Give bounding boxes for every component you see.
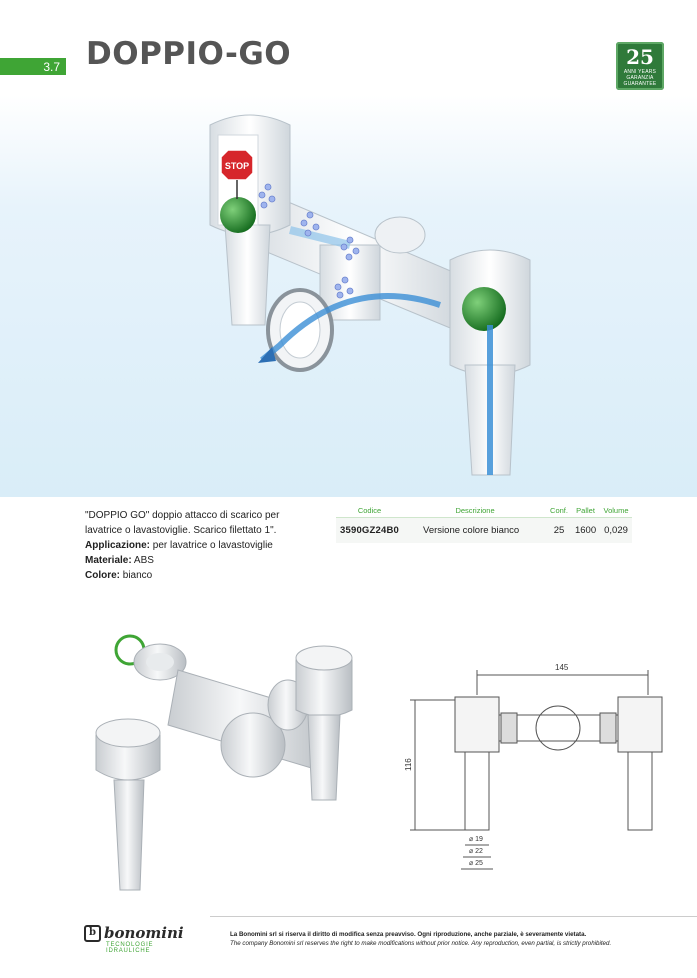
- cell-codice: 3590GZ24B0: [336, 518, 403, 544]
- brand-name: bonomini: [104, 924, 184, 942]
- badge-line-1: ANNI YEARS: [623, 69, 657, 75]
- materiale-value: ABS: [131, 555, 154, 566]
- stop-sign-label: STOP: [224, 161, 250, 171]
- product-table: [336, 504, 632, 543]
- page-title: DOPPIO-GO: [86, 36, 292, 72]
- legal-english: The company Bonomini srl reserves the right to make modifications without prior notice. Any reproduction, even partial, is strictly prohibited.: [230, 940, 612, 947]
- footer-divider: [210, 916, 697, 917]
- cell-conf: 25: [547, 518, 571, 544]
- product-description: [85, 508, 285, 583]
- bonomini-logo: [84, 924, 200, 954]
- table-header-row: [336, 504, 632, 518]
- header-pallet: Pallet: [571, 504, 600, 518]
- table-row: [336, 518, 632, 544]
- cell-pallet: 1600: [571, 518, 600, 544]
- badge-line-2: GARANZIA: [626, 75, 654, 81]
- colore-value: bianco: [120, 570, 153, 581]
- materiale-label: Materiale:: [85, 555, 132, 566]
- badge-line-3: GUARANTEE: [623, 81, 657, 87]
- header-volume: Volume: [600, 504, 632, 518]
- header-descrizione: Descrizione: [403, 504, 547, 518]
- cell-descrizione: Versione colore bianco: [403, 518, 547, 544]
- cell-volume: 0,029: [600, 518, 632, 544]
- brand-subtitle: TECNOLOGIE IDRAULICHE: [106, 942, 154, 954]
- header-codice: Codice: [336, 504, 403, 518]
- dimension-height: 116: [404, 758, 413, 771]
- section-number: 3.7: [0, 58, 66, 75]
- dimension-diameter-25: ⌀ 25: [469, 860, 483, 867]
- bonomini-mark-icon: b: [84, 925, 101, 942]
- applicazione-value: per lavatrice o lavastoviglie: [150, 540, 273, 551]
- legal-italian: La Bonomini srl si riserva il diritto di modifica senza preavviso. Ogni riproduzione, anche parziale, è severamente vietata.: [230, 931, 587, 938]
- product-photo: [88, 620, 368, 900]
- description-line-1: "DOPPIO GO" doppio attacco di scarico per: [85, 510, 280, 521]
- dimension-diameter-19: ⌀ 19: [469, 836, 483, 843]
- description-line-2: lavatrice o lavastoviglie. Scarico filettato 1".: [85, 525, 277, 536]
- badge-number: 25: [626, 45, 654, 69]
- legal-notice: [230, 930, 611, 948]
- hero-cutaway-illustration: [0, 95, 697, 497]
- header-conf: Conf.: [547, 504, 571, 518]
- technical-drawing: [405, 655, 675, 880]
- applicazione-label: Applicazione:: [85, 540, 151, 551]
- dimension-diameter-22: ⌀ 22: [469, 848, 483, 855]
- dimension-width: 145: [555, 663, 569, 672]
- colore-label: Colore:: [85, 570, 120, 581]
- guarantee-badge: [616, 42, 664, 90]
